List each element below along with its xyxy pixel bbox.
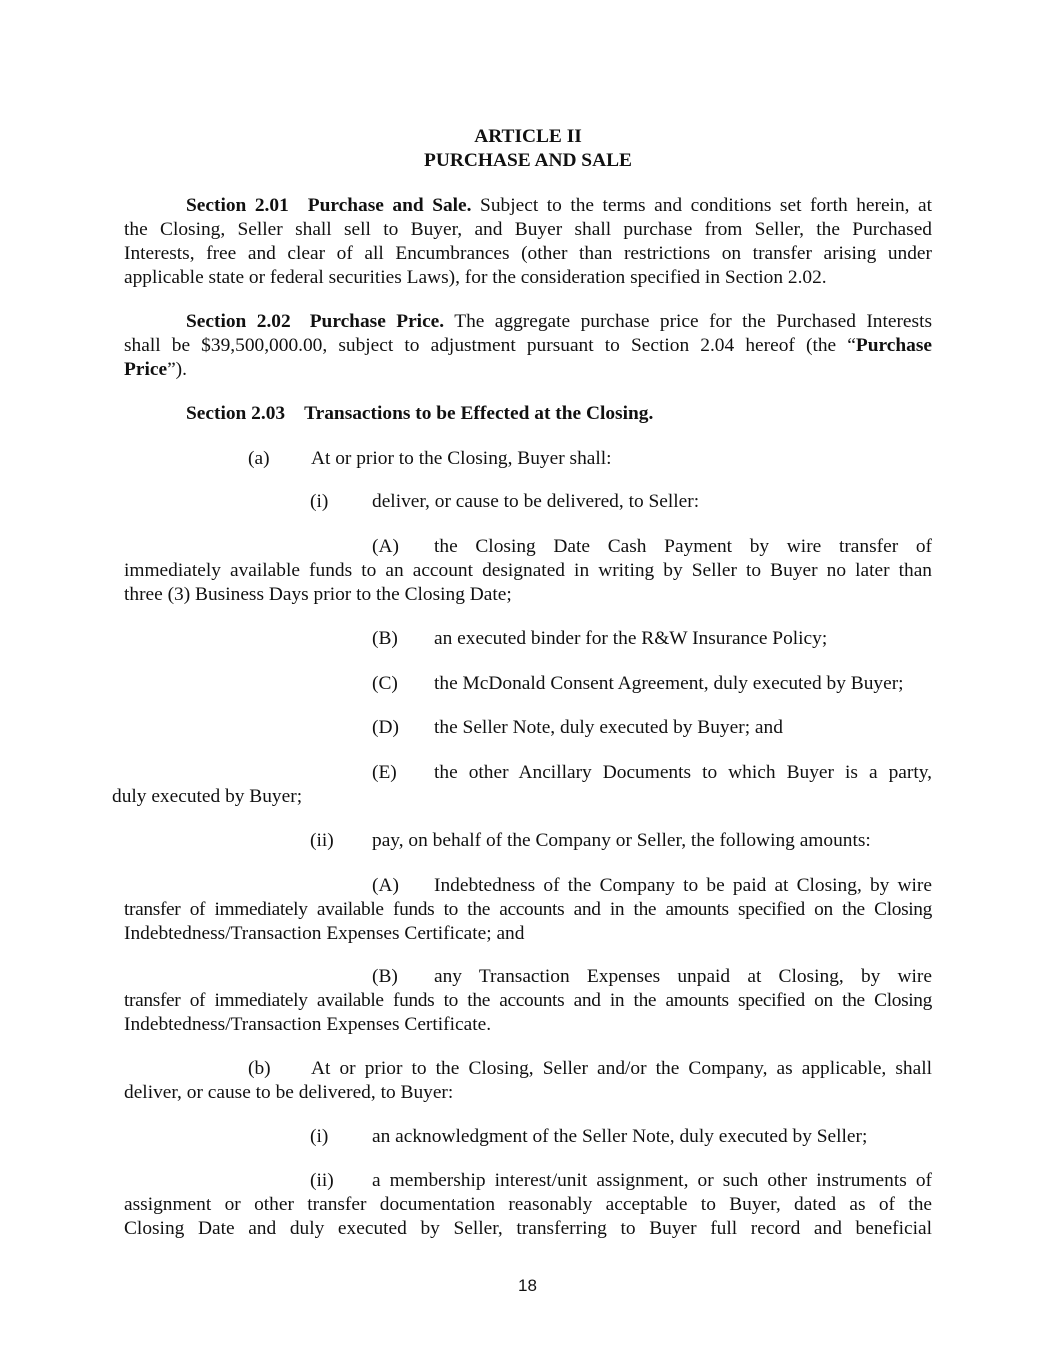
clause-a-ii-A	[124, 874, 932, 946]
clause-a-ii-B	[124, 965, 932, 1037]
clause-a-i	[310, 490, 699, 514]
clause-a-i-B-label: (B)	[372, 628, 398, 649]
clause-a-i-C-text: the McDonald Consent Agreement, duly executed by Buyer;	[434, 673, 904, 694]
clause-a-ii-label: (ii)	[310, 830, 334, 851]
section-2-01-title: Purchase and Sale.	[307, 195, 472, 216]
clause-a-ii-A-line-1: (A) Indebtedness of the Company to be paid at Closing, by wire	[372, 875, 932, 896]
clause-a-i-A-line-3: three (3) Business Days prior to the Closing Date;	[124, 584, 512, 605]
clause-b-label: (b)	[248, 1058, 271, 1079]
clause-a-ii-B-label: (B)	[372, 966, 398, 987]
section-2-02-line-1: Section 2.02 Purchase Price. The aggregate purchase price for the Purchased Interests	[186, 311, 933, 332]
clause-a-ii-B-line-3: Indebtedness/Transaction Expenses Certificate.	[124, 1014, 492, 1035]
clause-b-line-2: deliver, or cause to be delivered, to Buyer:	[124, 1082, 454, 1103]
clause-b-i-label: (i)	[310, 1126, 329, 1147]
clause-a-i-C	[372, 672, 904, 696]
clause-a-ii-B-line-2: transfer of immediately available funds to the accounts and in the amounts specified on the Closing	[124, 990, 932, 1011]
clause-a-ii-text: pay, on behalf of the Company or Seller, the following amounts:	[372, 830, 871, 851]
clause-a-i-B	[372, 627, 827, 651]
clause-b-ii-label: (ii)	[310, 1170, 334, 1191]
clause-a-i-B-text: an executed binder for the R&W Insurance Policy;	[434, 628, 828, 649]
clause-a-text: At or prior to the Closing, Buyer shall:	[311, 448, 612, 469]
article-number: ARTICLE II	[474, 126, 582, 147]
clause-a-i-E	[112, 761, 932, 809]
clause-a-ii-B-line-1: (B) any Transaction Expenses unpaid at Closing, by wire	[372, 966, 932, 987]
section-2-03-title: Transactions to be Effected at the Closing.	[304, 403, 654, 424]
section-2-02	[124, 310, 932, 382]
clause-a-i-D-text: the Seller Note, duly executed by Buyer; and	[434, 717, 783, 738]
clause-b-ii-line-3: Closing Date and duly executed by Seller, transferring to Buyer full record and beneficial	[124, 1218, 932, 1239]
clause-a	[248, 447, 612, 471]
defined-term-price: Price	[124, 359, 168, 380]
section-2-02-line-3: Price”).	[124, 359, 187, 380]
page-number: 18	[518, 1276, 537, 1295]
article-title: PURCHASE AND SALE	[424, 150, 632, 171]
clause-a-i-E-line-1: (E) the other Ancillary Documents to which Buyer is a party,	[372, 762, 932, 783]
clause-b-ii	[124, 1169, 932, 1241]
section-2-01-number: Section 2.01	[186, 195, 289, 216]
section-2-02-title: Purchase Price.	[309, 311, 445, 332]
clause-a-i-E-line-2: duly executed by Buyer;	[112, 786, 303, 807]
section-2-01-line-4: applicable state or federal securities Laws), for the consideration specified in Section 2.02.	[124, 267, 827, 288]
clause-a-i-C-label: (C)	[372, 673, 398, 694]
section-2-03-heading	[186, 402, 653, 426]
section-2-01-line-1: Section 2.01 Purchase and Sale. Subject to the terms and conditions set forth herein, at	[186, 195, 932, 216]
clause-b-ii-line-2: assignment or other transfer documentation reasonably acceptable to Buyer, dated as of the	[124, 1194, 932, 1215]
clause-a-i-text: deliver, or cause to be delivered, to Seller:	[372, 491, 700, 512]
clause-b-ii-line-1: (ii) a membership interest/unit assignment, or such other instruments of	[310, 1170, 932, 1191]
clause-a-i-label: (i)	[310, 491, 329, 512]
clause-a-i-A-line-2: immediately available funds to an account designated in writing by Seller to Buyer no later than	[124, 560, 932, 581]
section-2-03-number: Section 2.03	[186, 403, 286, 424]
clause-a-i-E-label: (E)	[372, 762, 397, 783]
clause-b-i-text: an acknowledgment of the Seller Note, duly executed by Seller;	[372, 1126, 868, 1147]
section-2-01-line-2: the Closing, Seller shall sell to Buyer, and Buyer shall purchase from Seller, the Purchased	[124, 219, 932, 240]
section-2-01-line-3: Interests, free and clear of all Encumbrances (other than restrictions on transfer arising under	[124, 243, 932, 264]
clause-a-ii-A-label: (A)	[372, 875, 399, 896]
clause-a-ii	[310, 829, 871, 853]
section-2-02-line-2: shall be $39,500,000.00, subject to adjustment pursuant to Section 2.04 hereof (the “Purchase	[124, 335, 932, 356]
clause-a-i-A-label: (A)	[372, 536, 399, 557]
clause-a-label: (a)	[248, 448, 270, 469]
clause-a-i-D	[372, 716, 783, 740]
clause-a-i-A-line-1: (A) the Closing Date Cash Payment by wire transfer of	[372, 536, 932, 557]
clause-a-ii-A-line-2: transfer of immediately available funds to the accounts and in the amounts specified on the Closing	[124, 899, 932, 920]
clause-a-i-A	[124, 535, 932, 607]
clause-b-line-1: (b) At or prior to the Closing, Seller and/or the Company, as applicable, shall	[248, 1058, 932, 1079]
clause-b-i	[310, 1125, 867, 1149]
section-2-01	[124, 194, 932, 290]
defined-term-purchase: Purchase	[855, 335, 932, 356]
clause-a-i-D-label: (D)	[372, 717, 399, 738]
clause-b	[124, 1057, 932, 1105]
section-2-02-number: Section 2.02	[186, 311, 291, 332]
clause-a-ii-A-line-3: Indebtedness/Transaction Expenses Certificate; and	[124, 923, 525, 944]
